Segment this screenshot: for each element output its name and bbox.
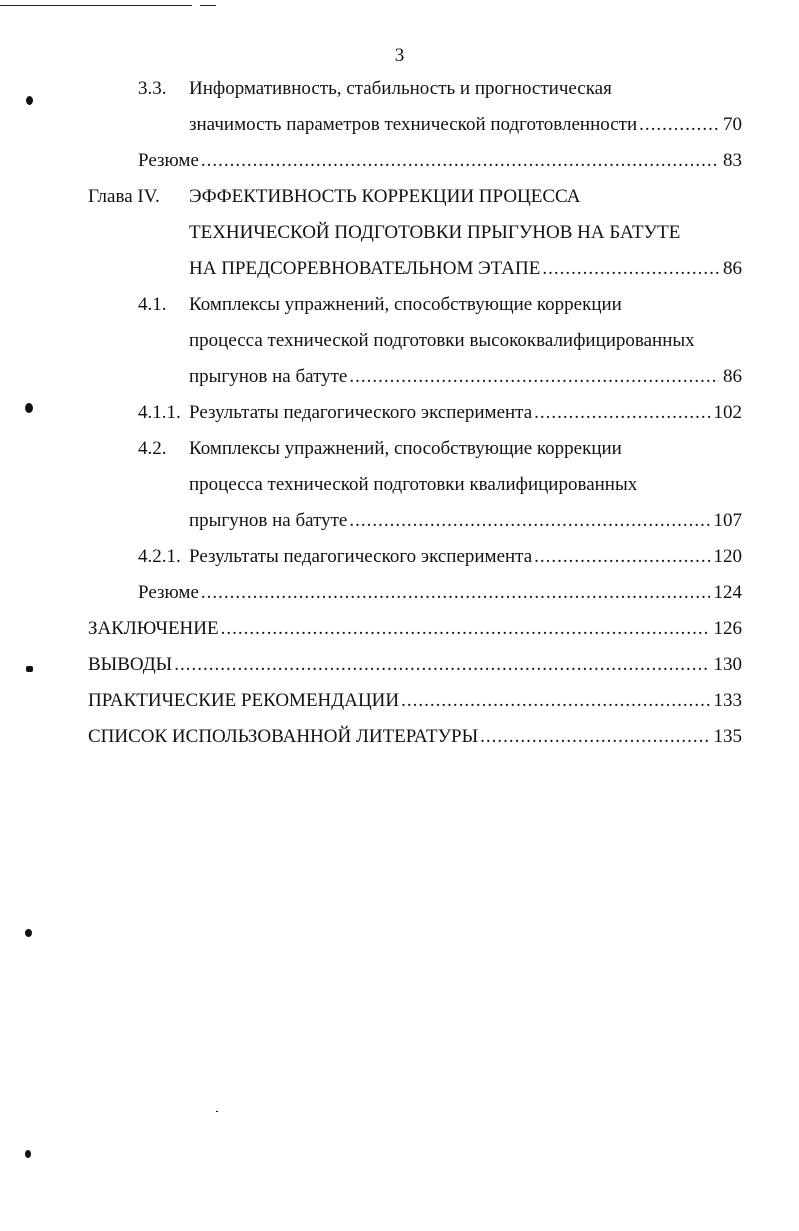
toc-chapter-4-line2: ТЕХНИЧЕСКОЙ ПОДГОТОВКИ ПРЫГУНОВ НА БАТУТЕ [189,222,681,243]
toc-entry-4-1-1-text: Результаты педагогического эксперимента [189,402,533,423]
dot-leader [534,400,709,426]
toc-chapter-4-line3[interactable] [189,256,742,282]
dot-leader [201,580,710,606]
toc-chapter-4-line1: ЭФФЕКТИВНОСТЬ КОРРЕКЦИИ ПРОЦЕССА [189,186,581,207]
toc-entry-4-2-text: прыгунов на батуте [189,510,348,531]
dot-leader [401,688,709,714]
toc-page-4-2: 107 [713,510,742,531]
binding-hole-mark [26,666,33,672]
dot-leader [542,256,719,282]
toc-chapter-4-number: Глава IV. [88,186,160,207]
toc-entry-4-2-line2: процесса технической подготовки квалифицированных [189,474,638,495]
toc-entry-recommendations[interactable] [88,688,742,714]
toc-entry-resume-3[interactable] [138,148,742,174]
toc-entry-4-2-1[interactable] [189,544,742,570]
toc-entry-4-1-1[interactable] [189,400,742,426]
toc-page-4-1: 86 [723,366,742,387]
toc-entry-4-1-line2: процесса технической подготовки высококвалифицированных [189,330,695,351]
toc-entry-4-1-line3[interactable] [189,364,742,390]
toc-entry-findings-text: ВЫВОДЫ [88,654,173,675]
toc-page-findings: 130 [713,654,742,675]
toc-chapter-4-text: НА ПРЕДСОРЕВНОВАТЕЛЬНОМ ЭТАПЕ [189,258,541,279]
toc-entry-3-3-text: значимость параметров технической подготовленности [189,114,638,135]
toc-page-chapter-4: 86 [723,258,742,279]
binding-hole-mark [25,403,33,413]
toc-entry-references[interactable] [88,724,742,750]
toc-entry-4-2-line1: Комплексы упражнений, способствующие коррекции [189,438,622,459]
toc-entry-resume-4[interactable] [138,580,742,606]
binding-hole-mark [25,1150,31,1158]
toc-page-references: 135 [713,726,742,747]
toc-number-4-1-1: 4.1.1. [138,402,181,423]
toc-entry-findings[interactable] [88,652,742,678]
toc-page-recommendations: 133 [713,690,742,711]
toc-number-4-1: 4.1. [138,294,167,315]
dot-leader [349,508,709,534]
toc-page-4-1-1: 102 [713,402,742,423]
page-number: 3 [394,45,405,66]
toc-number-4-2-1: 4.2.1. [138,546,181,567]
dot-leader [201,148,719,174]
toc-page-3-3: 70 [723,114,742,135]
dot-leader [534,544,709,570]
dot-leader [639,112,719,138]
scan-speck [216,1111,218,1112]
dot-leader [349,364,719,390]
toc-number-3-3: 3.3. [138,78,167,99]
binding-hole-mark [26,96,33,105]
toc-entry-resume-3-text: Резюме [138,150,199,171]
toc-entry-4-2-line3[interactable] [189,508,742,534]
toc-page-4-2-1: 120 [713,546,742,567]
dot-leader [221,616,710,642]
toc-entry-recommendations-text: ПРАКТИЧЕСКИЕ РЕКОМЕНДАЦИИ [88,690,400,711]
toc-number-4-2: 4.2. [138,438,167,459]
toc-entry-conclusion[interactable] [88,616,742,642]
toc-entry-4-2-1-text: Результаты педагогического эксперимента [189,546,533,567]
toc-entry-3-3-line1: Информативность, стабильность и прогностическая [189,78,612,99]
toc-entry-conclusion-text: ЗАКЛЮЧЕНИЕ [88,618,219,639]
toc-entry-4-1-text: прыгунов на батуте [189,366,348,387]
binding-hole-mark [25,929,32,937]
toc-entry-resume-4-text: Резюме [138,582,199,603]
scan-top-line [0,5,192,6]
toc-page-resume-3: 83 [723,150,742,171]
dot-leader [480,724,709,750]
scan-top-line-short [200,5,216,6]
dot-leader [174,652,709,678]
toc-page-resume-4: 124 [713,582,742,603]
toc-entry-4-1-line1: Комплексы упражнений, способствующие коррекции [189,294,622,315]
toc-entry-3-3-line2[interactable] [189,112,742,138]
toc-entry-references-text: СПИСОК ИСПОЛЬЗОВАННОЙ ЛИТЕРАТУРЫ [88,726,479,747]
toc-page-conclusion: 126 [713,618,742,639]
